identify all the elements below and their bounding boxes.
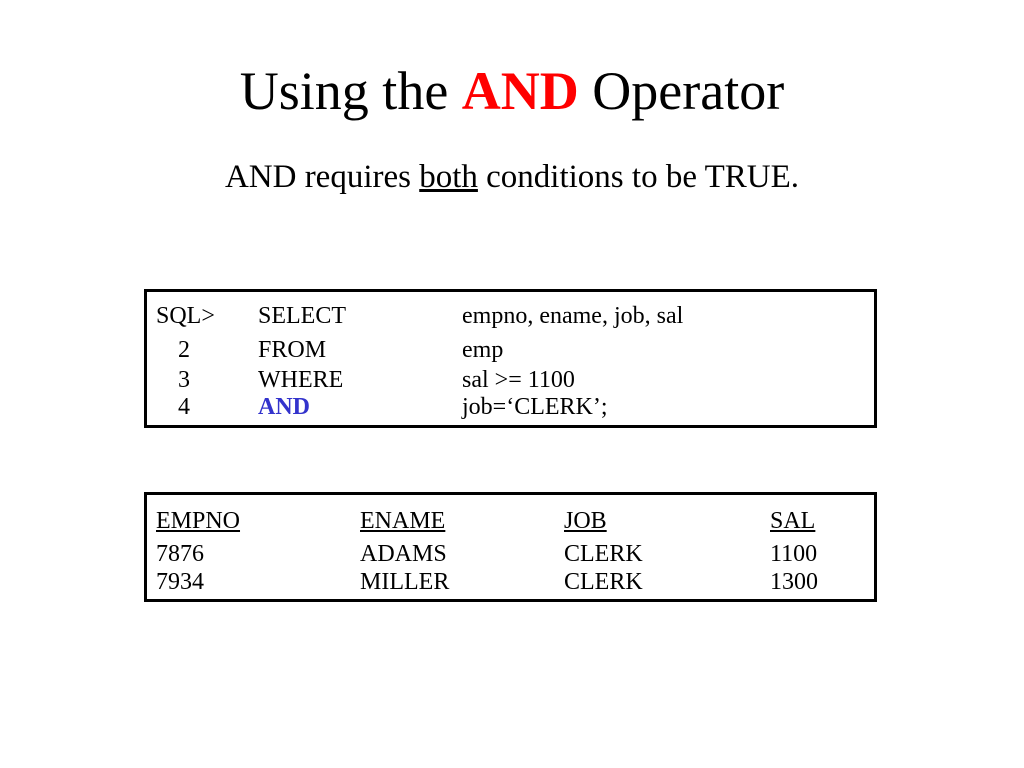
slide-title xyxy=(0,56,1024,126)
slide-subtitle xyxy=(0,155,1024,199)
sql-line-number: 2 xyxy=(178,337,190,363)
cell-ename: MILLER xyxy=(360,569,450,595)
subtitle-emphasis: both xyxy=(419,159,478,195)
cell-empno: 7934 xyxy=(156,569,204,595)
cell-sal: 1100 xyxy=(770,541,818,567)
column-header-job: JOB xyxy=(564,508,607,534)
cell-ename: ADAMS xyxy=(360,541,447,567)
sql-line xyxy=(147,393,874,421)
sql-line xyxy=(147,366,874,394)
column-header-empno: EMPNO xyxy=(156,508,241,534)
sql-keyword: WHERE xyxy=(258,367,344,393)
column-header-ename: ENAME xyxy=(360,508,446,534)
sql-keyword: SELECT xyxy=(258,303,346,329)
result-header-row xyxy=(147,507,874,535)
sql-clause: job=‘CLERK’; xyxy=(462,394,608,420)
query-result-table xyxy=(144,492,877,602)
sql-line xyxy=(147,336,874,364)
cell-job: CLERK xyxy=(564,569,643,595)
sql-and-keyword: AND xyxy=(258,394,310,420)
sql-clause: emp xyxy=(462,337,504,363)
sql-keyword: FROM xyxy=(258,337,327,363)
table-row xyxy=(147,568,874,596)
cell-job: CLERK xyxy=(564,541,643,567)
title-keyword: AND xyxy=(461,61,579,121)
column-header-sal: SAL xyxy=(770,508,816,534)
sql-clause: sal >= 1100 xyxy=(462,367,575,393)
sql-statement-box xyxy=(144,289,877,428)
sql-clause: empno, ename, job, sal xyxy=(462,303,684,329)
sql-line-number: SQL> xyxy=(156,303,215,329)
sql-line-number: 3 xyxy=(178,367,190,393)
title-prefix: Using the xyxy=(239,61,462,121)
cell-empno: 7876 xyxy=(156,541,204,567)
subtitle-prefix: AND requires xyxy=(224,159,420,195)
sql-line-number: 4 xyxy=(178,394,190,420)
table-row xyxy=(147,540,874,568)
subtitle-suffix: conditions to be TRUE. xyxy=(477,159,800,195)
title-suffix: Operator xyxy=(578,61,785,121)
sql-line xyxy=(147,302,874,330)
cell-sal: 1300 xyxy=(770,569,818,595)
